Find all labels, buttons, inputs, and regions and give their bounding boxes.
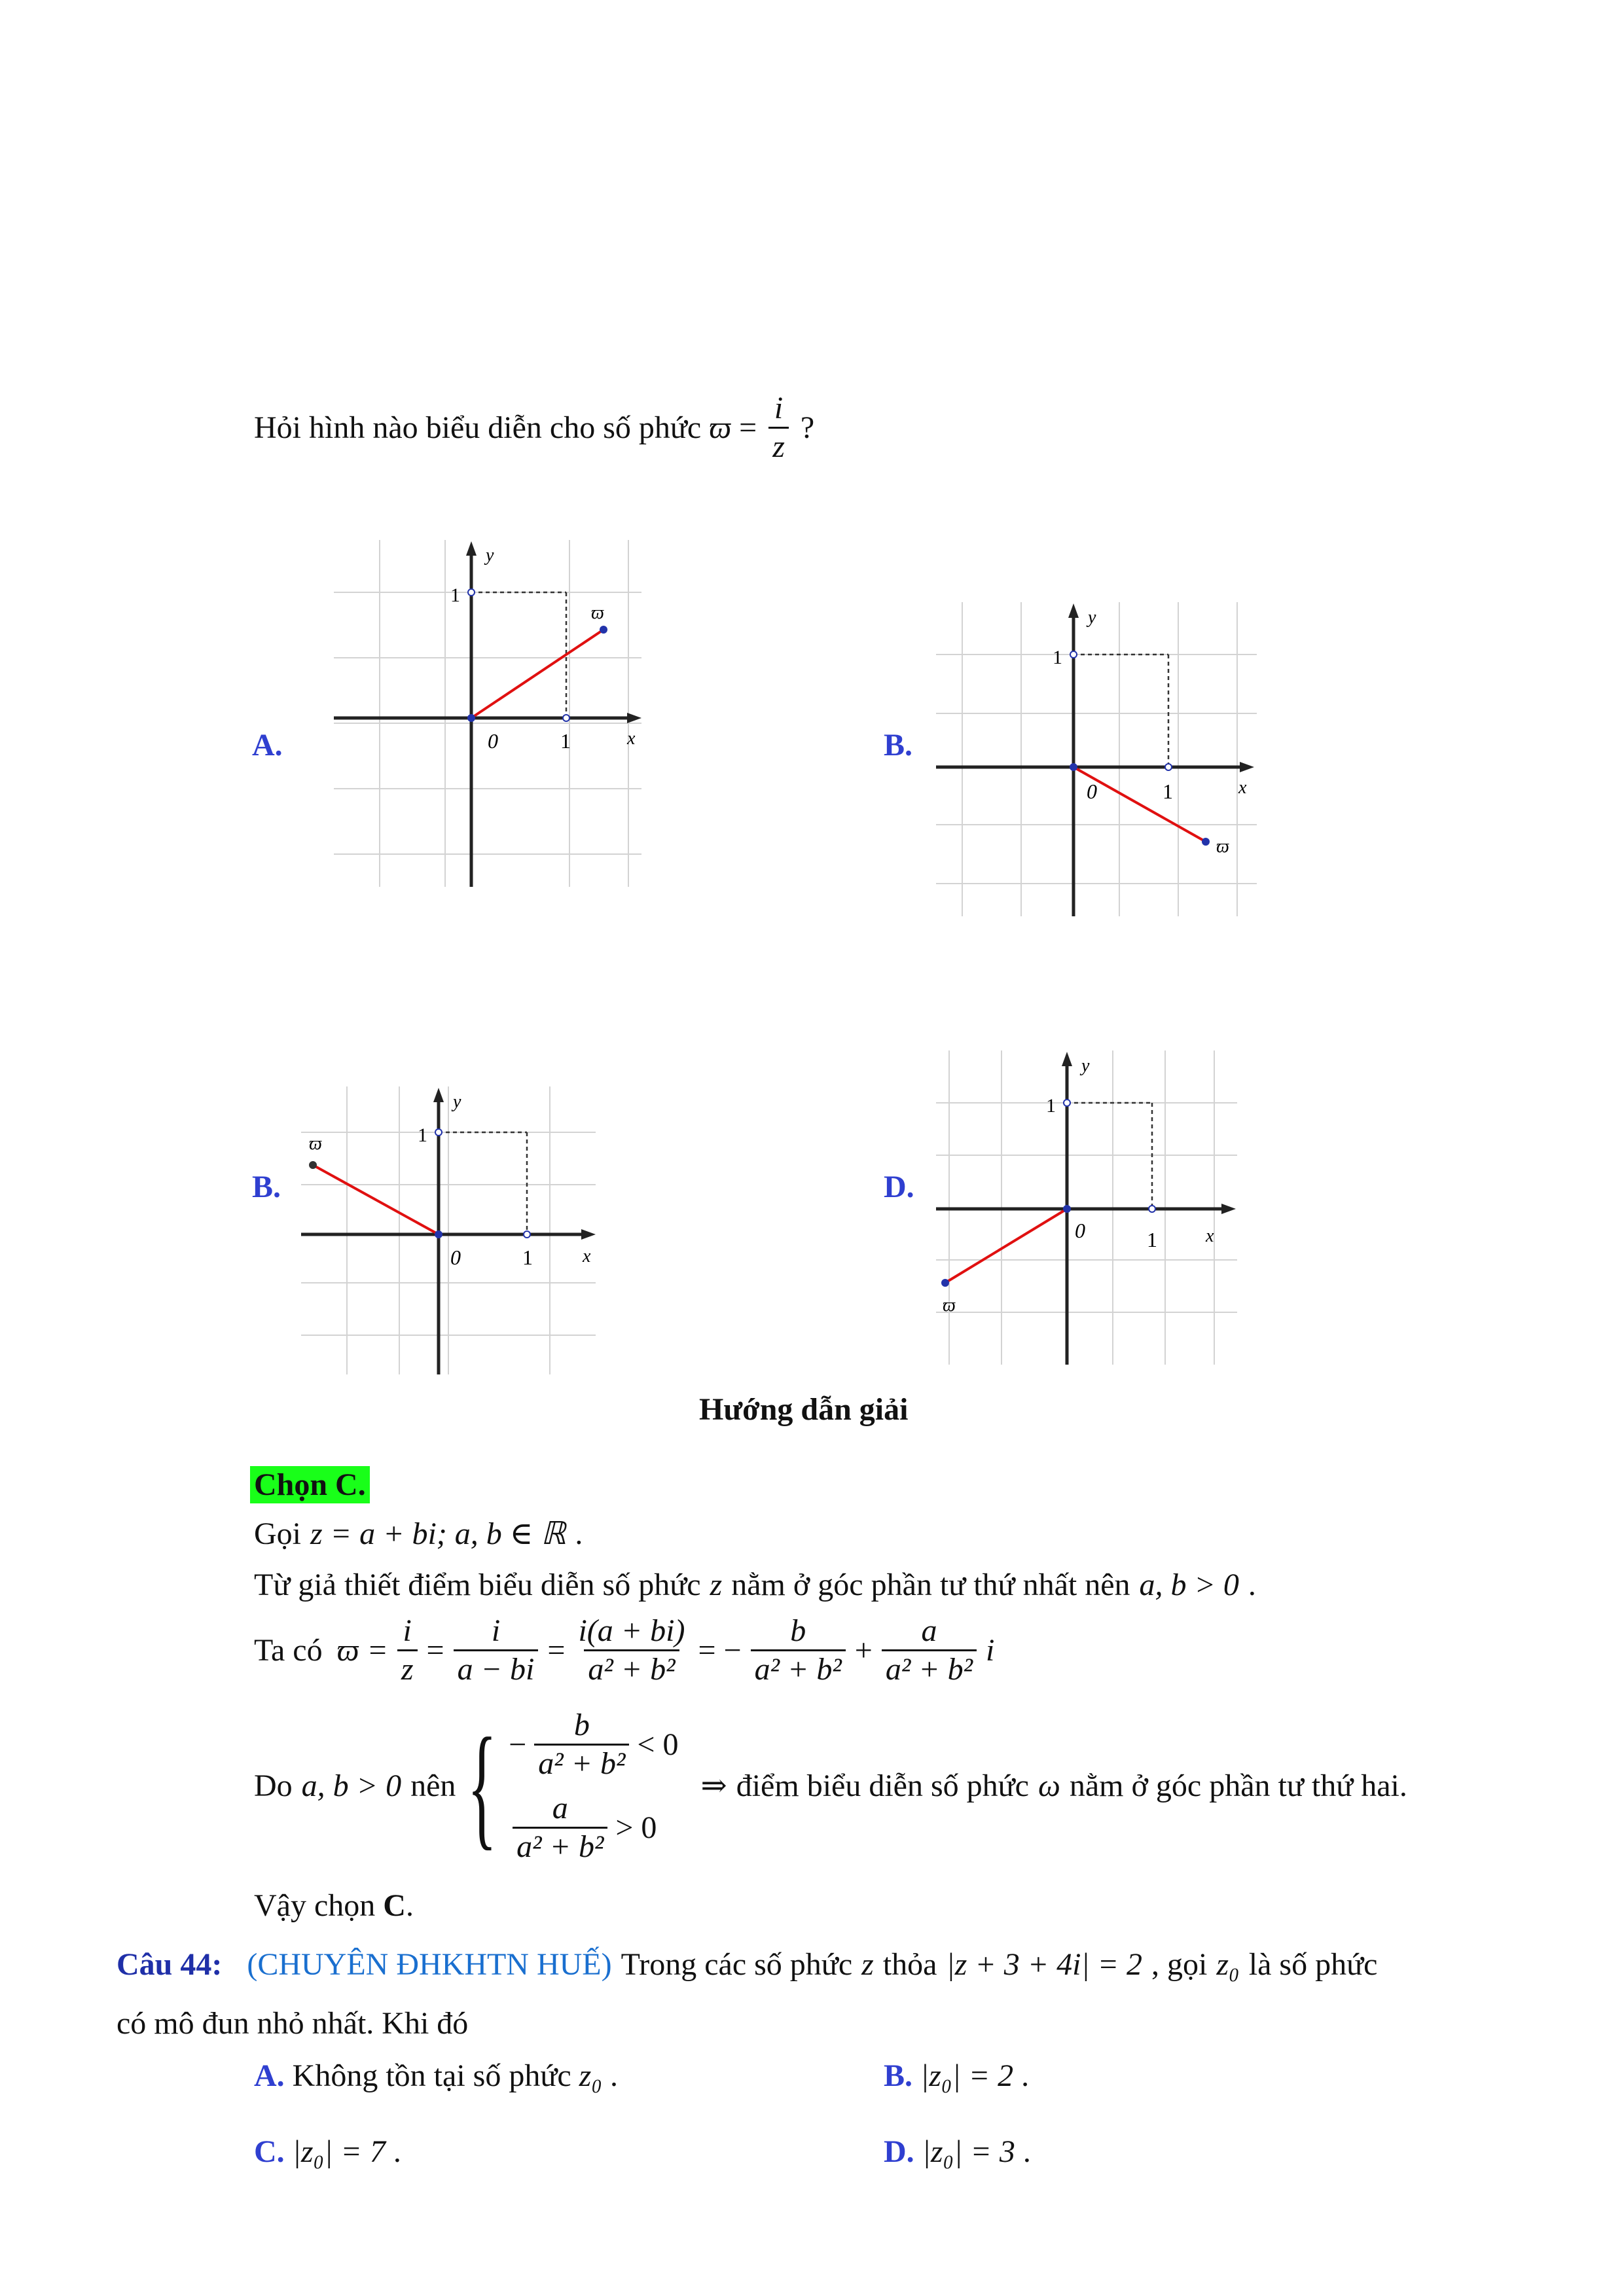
sys1-fraction (534, 1710, 629, 1780)
option-b-label: B. (884, 2058, 913, 2093)
plus-sign: + (854, 1632, 873, 1668)
sys2-den: a² + b² (513, 1827, 607, 1863)
graph-c-svg (301, 1086, 602, 1374)
fraction-num: i (774, 391, 784, 425)
system-row-1 (509, 1710, 678, 1780)
f5-num: a (921, 1613, 937, 1648)
option-b-end: . (1021, 2058, 1030, 2093)
solution-line-2 (254, 1570, 1256, 1601)
solution-line-3 (254, 1615, 994, 1685)
graph-d (936, 1050, 1244, 1365)
graph-b-svg (936, 602, 1263, 916)
tail-i: i (986, 1632, 995, 1668)
line3-text: Ta có (254, 1632, 323, 1668)
f3-den: a² + b² (584, 1649, 679, 1685)
f1-num: i (403, 1613, 412, 1648)
f2-den: a − bi (454, 1649, 539, 1685)
q44-text-c: , gọi (1151, 1947, 1208, 1982)
one-x-label: 1 (560, 729, 571, 753)
graph-b-label: B. (884, 728, 913, 762)
line4-cond: a, b > 0 (301, 1768, 402, 1803)
graph-b (936, 602, 1263, 916)
f4-num: b (790, 1613, 806, 1648)
question-text: Hỏi hình nào biểu diễn cho số phức (254, 410, 702, 445)
x-axis-label: x (1206, 1226, 1214, 1246)
option-d-end: . (1022, 2134, 1031, 2169)
q44-text-b: thỏa (882, 1947, 937, 1982)
x-axis-label: x (583, 1246, 591, 1266)
option-c-label: C. (254, 2134, 285, 2169)
fraction-den: z (768, 427, 789, 463)
y-axis-label: y (1081, 1056, 1090, 1076)
y-axis-label: y (453, 1092, 461, 1112)
origin-label: 0 (1087, 780, 1097, 803)
question-line (254, 393, 814, 463)
conclusion-answer: C (383, 1888, 406, 1923)
f2-num: i (491, 1613, 501, 1648)
line2-z: z (710, 1568, 723, 1602)
sys1-ineq: < 0 (637, 1727, 679, 1762)
option-c-end: . (393, 2134, 401, 2169)
one-x-label: 1 (522, 1246, 533, 1269)
equals-sign: = (739, 410, 757, 445)
q44-option-b (884, 2060, 1029, 2092)
omega-label: ϖ (943, 1295, 956, 1316)
system-brace: { (467, 1710, 497, 1862)
omega-label: ϖ (1216, 836, 1229, 857)
line4-text-a: Do (254, 1768, 293, 1803)
sys1-num: b (573, 1708, 590, 1742)
choose-highlight: Chọn C. (250, 1466, 370, 1503)
fraction-i-over-z (768, 393, 789, 463)
line4-text-d: điểm biểu diễn số phức (736, 1768, 1029, 1803)
q44-text-a: Trong các số phức (621, 1947, 853, 1982)
option-a-label: A. (254, 2058, 285, 2093)
f1-den: z (397, 1649, 418, 1685)
option-a-z0: z₀ (579, 2058, 603, 2093)
line4-text-e: nằm ở góc phần tư thứ hai. (1069, 1768, 1407, 1803)
f3-num: i(a + bi) (578, 1613, 685, 1648)
graph-a (334, 540, 648, 887)
question-mark: ? (800, 410, 815, 445)
line2-cond: a, b > 0 (1139, 1568, 1239, 1602)
option-d-text: |z₀| = 3 (922, 2134, 1015, 2169)
q44-option-a (254, 2060, 618, 2092)
origin-label: 0 (488, 729, 498, 753)
one-x-label: 1 (1163, 780, 1173, 803)
omega-label: ϖ (309, 1134, 322, 1154)
solution-line-4 (254, 1710, 1407, 1863)
f5-den: a² + b² (882, 1649, 977, 1685)
sys1-den: a² + b² (534, 1744, 629, 1780)
conclusion-end: . (405, 1888, 414, 1923)
graph-d-label: D. (884, 1170, 914, 1204)
q44-option-c (254, 2136, 401, 2168)
sys1-minus: − (509, 1727, 527, 1762)
origin-label: 0 (1075, 1219, 1085, 1242)
conclusion-text: Vậy chọn (254, 1888, 376, 1923)
graph-c-label: B. (252, 1170, 281, 1204)
sys2-num: a (552, 1791, 568, 1825)
line1-math: z = a + bi; a, b ∈ ℝ (310, 1516, 566, 1551)
line2-text-a: Từ giả thiết điểm biểu diễn số phức (254, 1568, 701, 1602)
line1-end: . (575, 1516, 583, 1551)
graph-a-svg (334, 540, 648, 887)
q44-label: Câu 44: (117, 1947, 223, 1982)
varpi-symbol: ϖ (709, 410, 732, 445)
question-44-line-1 (117, 1949, 1377, 1981)
origin-label: 0 (450, 1246, 461, 1269)
option-a-text: Không tồn tại số phức (292, 2058, 571, 2093)
fraction-1 (397, 1615, 418, 1685)
q44-z0: z₀ (1216, 1947, 1240, 1982)
option-d-label: D. (884, 2134, 914, 2169)
y-axis-label: y (486, 545, 494, 565)
f4-den: a² + b² (751, 1649, 846, 1685)
conclusion (254, 1890, 414, 1922)
choose-answer (250, 1469, 370, 1501)
one-y-label: 1 (1046, 1095, 1056, 1117)
graph-d-svg (936, 1050, 1244, 1365)
system (509, 1710, 678, 1863)
one-x-label: 1 (1147, 1228, 1157, 1251)
q44-source: (CHUYÊN ĐHKHTN HUẾ) (247, 1947, 612, 1982)
fraction-5 (882, 1615, 977, 1685)
line1-text: Gọi (254, 1516, 301, 1551)
omega-point (600, 626, 607, 634)
solution-heading: Hướng dẫn giải (699, 1392, 909, 1427)
option-b-text: |z₀| = 2 (920, 2058, 1014, 2093)
question-44-line-2: có mô đun nhỏ nhất. Khi đó (117, 2006, 469, 2041)
eq-1: = (426, 1632, 444, 1668)
x-axis-label: x (627, 728, 636, 749)
q44-z: z (861, 1947, 874, 1982)
option-c-text: |z₀| = 7 (292, 2134, 386, 2169)
graph-c (301, 1086, 602, 1374)
graph-a-label: A. (252, 728, 283, 762)
q44-text-d: là số phức (1248, 1947, 1378, 1982)
q44-option-d (884, 2136, 1031, 2168)
one-y-label: 1 (450, 584, 460, 606)
line2-text-b: nằm ở góc phần tư thứ nhất nên (731, 1568, 1130, 1602)
fraction-3 (574, 1615, 689, 1685)
system-row-2 (509, 1793, 678, 1863)
x-axis-label: x (1238, 778, 1247, 798)
omega-label: ϖ (591, 603, 604, 623)
minus-sign: = − (698, 1632, 742, 1668)
line4-omega: ω (1038, 1768, 1060, 1803)
sys2-ineq: > 0 (615, 1810, 657, 1845)
q44-condition: |z + 3 + 4i| = 2 (946, 1947, 1143, 1982)
line2-end: . (1248, 1568, 1256, 1602)
option-a-end: . (610, 2058, 619, 2093)
fraction-4 (751, 1615, 846, 1685)
one-y-label: 1 (1053, 647, 1062, 668)
y-axis-label: y (1088, 607, 1096, 628)
line4-text-c: nên (410, 1768, 456, 1803)
fraction-2 (454, 1615, 539, 1685)
implies-arrow: ⇒ (700, 1768, 727, 1803)
origin-point (467, 714, 475, 722)
sys2-fraction (513, 1793, 607, 1863)
one-y-label: 1 (418, 1124, 427, 1146)
eq-2: = (547, 1632, 566, 1668)
line3-varpi: ϖ = (336, 1632, 388, 1668)
solution-line-1 (254, 1518, 583, 1550)
